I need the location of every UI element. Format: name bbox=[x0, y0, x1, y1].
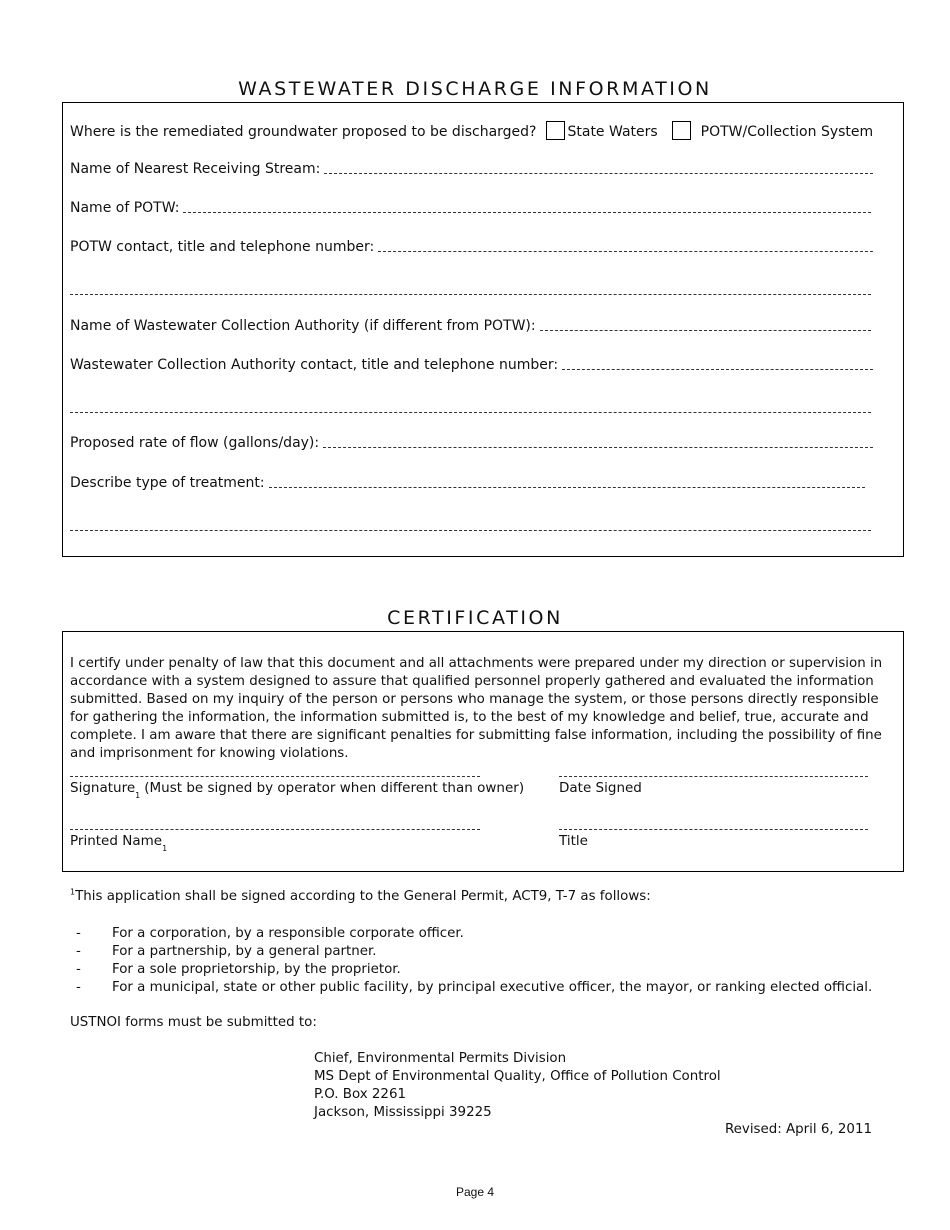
receiving-stream-label: Name of Nearest Receiving Stream: bbox=[70, 161, 321, 177]
authority-contact-label: Wastewater Collection Authority contact, title and telephone number: bbox=[70, 357, 559, 373]
revised-date: Revised: April 6, 2011 bbox=[724, 1122, 872, 1137]
address-line: MS Dept of Environmental Quality, Office of Pollution Control bbox=[314, 1069, 721, 1084]
title-label: Title bbox=[559, 833, 588, 849]
list-item-text: For a sole proprietorship, by the proprietor. bbox=[112, 962, 401, 977]
treatment-field[interactable] bbox=[269, 486, 865, 488]
list-item bbox=[70, 979, 872, 997]
receiving-stream-row bbox=[70, 161, 873, 177]
authority-contact-row bbox=[70, 357, 873, 373]
printed-name-label: Printed Name bbox=[70, 833, 163, 849]
submit-intro: USTNOI forms must be submitted to: bbox=[70, 1015, 317, 1030]
mailing-address bbox=[314, 1050, 721, 1122]
printed-name-field[interactable] bbox=[70, 829, 480, 830]
potw-contact-field-line2[interactable] bbox=[70, 294, 871, 295]
treatment-row bbox=[70, 475, 865, 491]
discharge-question: Where is the remediated groundwater proposed to be discharged? bbox=[70, 124, 537, 140]
certification-statement: I certify under penalty of law that this document and all attachments were prepared under my direction or supervision in accordance with a system designed to assure that qualified personnel properly gathered and evaluated the information submitted. Based on my inquiry of the person or persons who manage the system, or those persons directly responsible for gathering the information, the information submitted is, to the best of my knowledge and belief, true, accurate and complete. I am aware that there are significant penalties for submitting false information, including the possibility of fine and imprisonment for knowing violations. bbox=[70, 656, 883, 761]
signature-field[interactable] bbox=[70, 776, 480, 777]
state-waters-label: State Waters bbox=[567, 124, 658, 140]
signature-label-row: Signature 1 (Must be signed by operator when different than owner) bbox=[70, 780, 525, 800]
potw-checkbox[interactable] bbox=[672, 121, 691, 140]
address-line: P.O. Box 2261 bbox=[314, 1087, 406, 1102]
footnote-text: This application shall be signed according to the General Permit, ACT9, T-7 as follows: bbox=[75, 889, 651, 904]
bullet-dash: - bbox=[76, 962, 81, 977]
signature-note: (Must be signed by operator when different than owner) bbox=[144, 780, 525, 796]
list-item bbox=[70, 925, 872, 943]
certification-section-title: CERTIFICATION bbox=[387, 607, 563, 629]
list-item bbox=[70, 943, 872, 961]
date-signed-field[interactable] bbox=[559, 776, 868, 777]
receiving-stream-field[interactable] bbox=[324, 172, 873, 174]
list-item-text: For a municipal, state or other public facility, by principal executive officer, the mayor, or ranking elected official. bbox=[112, 980, 873, 995]
list-item-text: For a partnership, by a general partner. bbox=[112, 944, 377, 959]
signer-list bbox=[70, 925, 872, 997]
flow-rate-field[interactable] bbox=[323, 446, 873, 448]
printed-name-label-row: Printed Name 1 bbox=[70, 833, 168, 853]
state-waters-checkbox[interactable] bbox=[546, 121, 565, 140]
flow-rate-label: Proposed rate of flow (gallons/day): bbox=[70, 435, 320, 451]
authority-name-label: Name of Wastewater Collection Authority (if different from POTW): bbox=[70, 318, 536, 334]
authority-contact-field-line2[interactable] bbox=[70, 412, 871, 413]
footnote-mark: 1 bbox=[70, 887, 76, 897]
authority-contact-field[interactable] bbox=[562, 368, 873, 370]
list-item-text: For a corporation, by a responsible corporate officer. bbox=[112, 926, 464, 941]
bullet-dash: - bbox=[76, 980, 81, 995]
date-signed-label: Date Signed bbox=[559, 780, 642, 796]
potw-name-field[interactable] bbox=[183, 211, 871, 213]
flow-rate-row bbox=[70, 435, 873, 451]
bullet-dash: - bbox=[76, 944, 81, 959]
treatment-field-line2[interactable] bbox=[70, 530, 871, 531]
potw-contact-label: POTW contact, title and telephone number: bbox=[70, 239, 375, 255]
title-field[interactable] bbox=[559, 829, 868, 830]
discharge-question-row bbox=[70, 121, 873, 140]
authority-name-field[interactable] bbox=[540, 329, 871, 331]
page-number: Page 4 bbox=[455, 1185, 495, 1199]
potw-contact-row bbox=[70, 239, 873, 255]
authority-name-row bbox=[70, 318, 871, 334]
address-line: Jackson, Mississippi 39225 bbox=[314, 1105, 492, 1120]
potw-contact-field[interactable] bbox=[378, 250, 873, 252]
wastewater-section-title: WASTEWATER DISCHARGE INFORMATION bbox=[238, 78, 712, 100]
list-item bbox=[70, 961, 872, 979]
potw-name-row bbox=[70, 200, 871, 216]
treatment-label: Describe type of treatment: bbox=[70, 475, 265, 491]
potw-label: POTW/Collection System bbox=[700, 124, 874, 140]
footnote bbox=[70, 888, 651, 906]
bullet-dash: - bbox=[76, 926, 81, 941]
potw-name-label: Name of POTW: bbox=[70, 200, 180, 216]
address-line: Chief, Environmental Permits Division bbox=[314, 1051, 567, 1066]
signature-label: Signature bbox=[70, 780, 136, 796]
